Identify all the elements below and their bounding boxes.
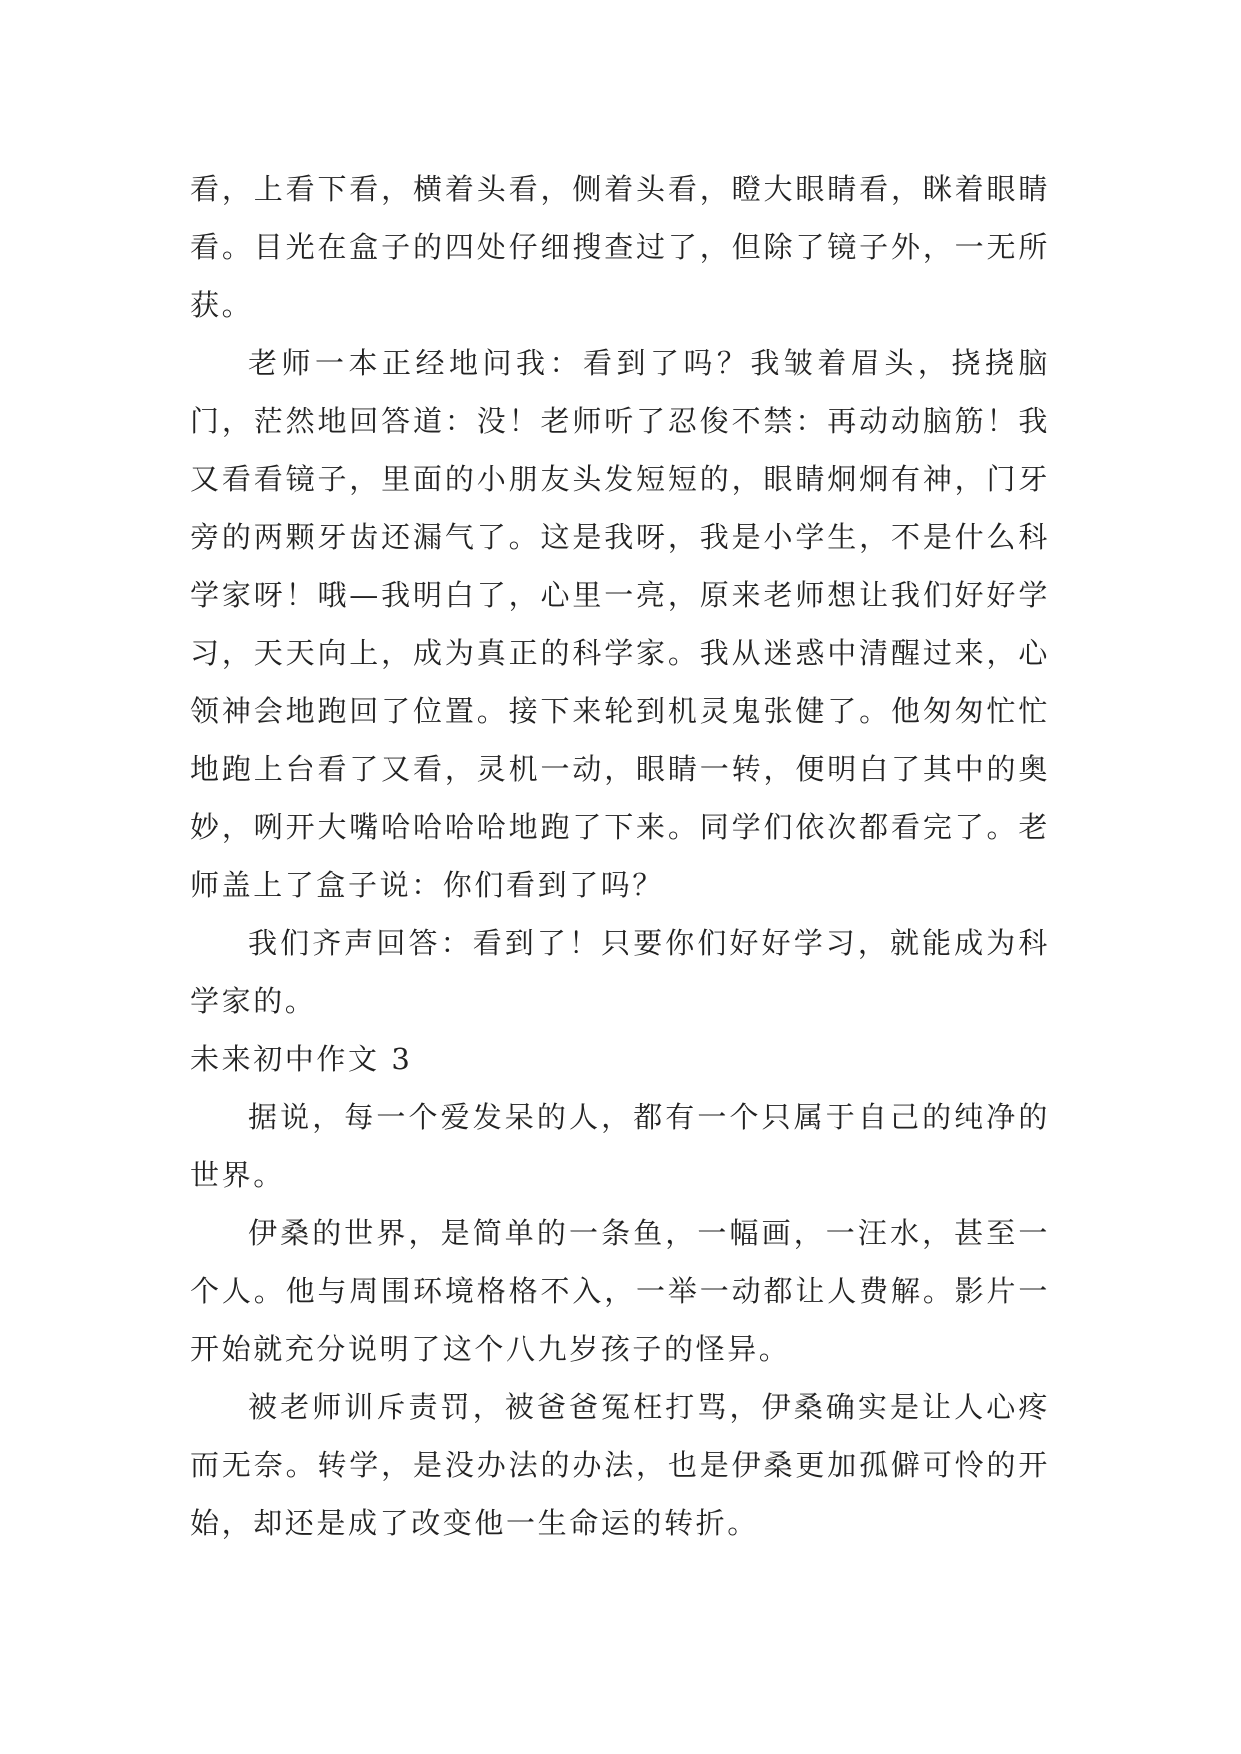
paragraph-daydream: 据说，每一个爱发呆的人，都有一个只属于自己的纯净的世界。 xyxy=(190,1100,1050,1192)
paragraph-ethan-school: 被老师训斥责罚，被爸爸冤枉打骂，伊桑确实是让人心疼而无奈。转学，是没办法的办法，也是伊桑更加孤僻可怜的开始，却还是成了改变他一生命运的转折。 xyxy=(190,1390,1050,1540)
paragraph-continued: 看，上看下看，横着头看，侧着头看，瞪大眼睛看，眯着眼睛看。目光在盒子的四处仔细搜查过了，但除了镜子外，一无所获。 xyxy=(190,172,1050,322)
paragraph-teacher-question: 老师一本正经地问我：看到了吗？我皱着眉头，挠挠脑门，茫然地回答道：没！老师听了忍俊不禁：再动动脑筋！我又看看镜子，里面的小朋友头发短短的，眼睛炯炯有神，门牙旁的两颗牙齿还漏气了。这是我呀，我是小学生，不是什么科学家呀！哦—我明白了，心里一亮，原来老师想让我们好好学习，天天向上，成为真正的科学家。我从迷惑中清醒过来，心领神会地跑回了位置。接下来轮到机灵鬼张健了。他匆匆忙忙地跑上台看了又看，灵机一动，眼睛一转，便明白了其中的奥妙，咧开大嘴哈哈哈哈地跑了下来。同学们依次都看完了。老师盖上了盒子说：你们看到了吗？ xyxy=(190,346,1050,902)
paragraph-answer: 我们齐声回答：看到了！只要你们好好学习，就能成为科学家的。 xyxy=(190,926,1050,1018)
document-body xyxy=(190,160,1050,1552)
paragraph-ethan-world: 伊桑的世界，是简单的一条鱼，一幅画，一汪水，甚至一个人。他与周围环境格格不入，一举一动都让人费解。影片一开始就充分说明了这个八九岁孩子的怪异。 xyxy=(190,1216,1050,1366)
section-title: 未来初中作文 3 xyxy=(190,1042,413,1076)
